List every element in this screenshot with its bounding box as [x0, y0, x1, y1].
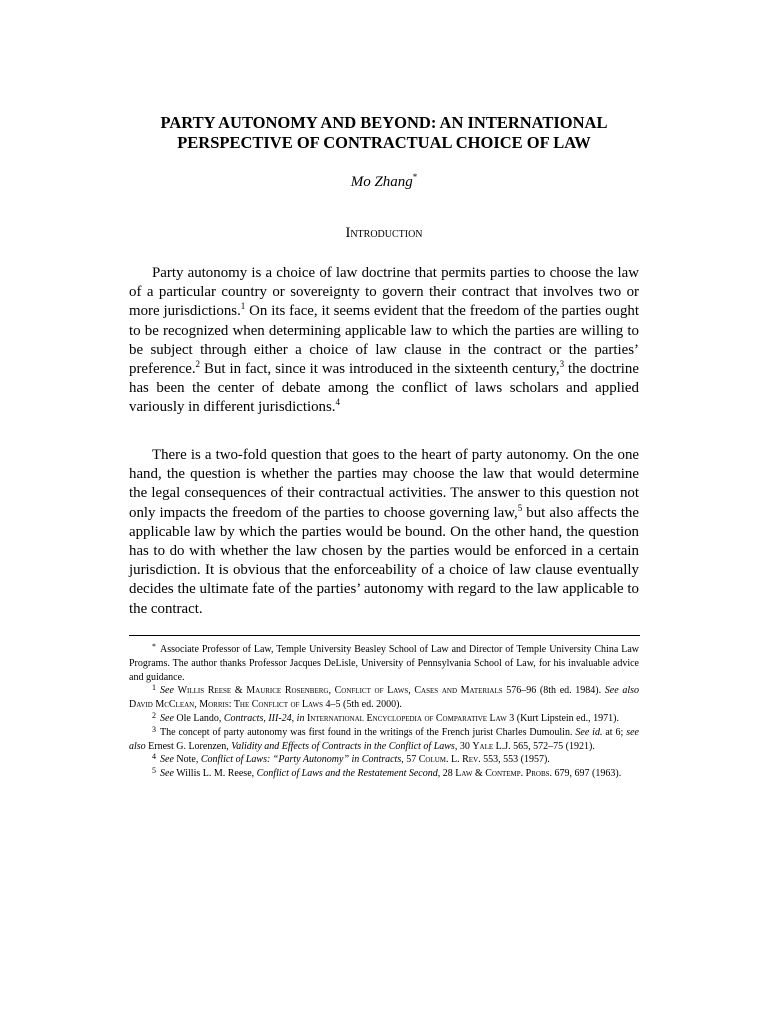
footnote-ref-2: 2	[195, 359, 201, 370]
footnote-ref-3: 3	[559, 359, 565, 370]
citation-text: at 6;	[602, 726, 627, 738]
footnote-mark: 1	[152, 683, 156, 693]
citation-title: Contracts, III-24	[223, 712, 292, 724]
citation-text: ,	[291, 712, 297, 724]
signal-see-also: see also	[129, 726, 639, 752]
citation-pages: 553, 553 (1957).	[480, 754, 550, 766]
signal-in: in	[296, 712, 305, 724]
footnote-1	[129, 684, 639, 712]
footnote-ref-4: 4	[335, 397, 341, 408]
footnote-5	[129, 767, 639, 781]
footnote-ref-5: 5	[517, 502, 523, 513]
footnote-3	[129, 726, 639, 754]
footnote-ref-1: 1	[240, 301, 246, 312]
title-line-2: PERSPECTIVE OF CONTRACTUAL CHOICE OF LAW	[177, 133, 591, 152]
citation-title: Willis Reese & Maurice Rosenberg, Conflict of Laws, Cases and Materials	[177, 685, 503, 697]
citation-text: , 28	[437, 768, 456, 780]
p2-sentence-1: There is a two-fold question that goes to the heart of party autonomy. On the one hand, the question is whether the parties may choose the law that would determine the legal consequences of their contractual activities. The answer to this question not only impacts the freedom of the parties to choose governing law,	[129, 447, 639, 521]
citation-source: International Encyclopedia of Comparative Law	[306, 712, 507, 724]
footnote-4	[129, 753, 639, 767]
citation-pages: 4–5 (5th ed. 2000).	[323, 699, 402, 711]
citation-author: Willis L. M. Reese,	[173, 768, 257, 780]
signal-see: See	[160, 768, 174, 780]
footnote-mark: 4	[152, 752, 156, 762]
footnote-mark: *	[152, 642, 156, 651]
p1-sentence-1: Party autonomy is a choice of law doctrine that permits parties to choose the law of a particular country or sovereignty to govern their contract that involves two or more jurisdictions.	[129, 265, 639, 320]
citation-pages: 565, 572–75 (1921).	[510, 740, 595, 752]
signal-see-also: See also	[604, 685, 640, 697]
footnote-star	[129, 643, 639, 684]
citation-title: David McClean, Morris: The Conflict of Laws	[129, 699, 324, 711]
section-heading: Introduction	[345, 225, 423, 241]
footnote-text: The concept of party autonomy was first found in the writings of the French jurist Charles Dumoulin.	[160, 726, 576, 738]
author-byline	[0, 172, 768, 192]
footnote-2	[129, 712, 639, 726]
signal-see: See	[160, 685, 174, 697]
citation-author: Ernest G. Lorenzen,	[145, 740, 232, 752]
citation-text: , 57	[401, 754, 419, 766]
footnote-mark: 3	[152, 724, 156, 734]
title-line-1: PARTY AUTONOMY AND BEYOND: AN INTERNATIONAL	[160, 113, 608, 132]
p2-sentence-2: but also affects the applicable law by which the parties would be bound. On the other hand, the question has to do with whether the law chosen by the parties would be enforced in a certain jurisdiction. It is obvious that the enforceability of a choice of law clause eventually decides the ultimate fate of the parties’ autonomy with regard to the law applicable to the contract.	[129, 504, 639, 617]
paragraph-1	[129, 264, 639, 418]
citation-title: Conflict of Laws: “Party Autonomy” in Contracts	[200, 754, 402, 766]
signal-see-id: See id.	[575, 726, 603, 738]
article-title	[110, 113, 658, 153]
footnotes	[129, 643, 639, 781]
citation-pages: 679, 697 (1963).	[552, 768, 622, 780]
footnote-mark: 2	[152, 710, 156, 720]
author-footnote-mark: *	[412, 172, 418, 182]
citation-source: Colum. L. Rev.	[418, 754, 481, 766]
citation-pages: 3 (Kurt Lipstein ed., 1971).	[506, 712, 619, 724]
citation-pages: 576–96 (8th ed. 1984).	[502, 685, 605, 697]
signal-see: See	[160, 712, 174, 724]
citation-title: Validity and Effects of Contracts in the Conflict of Laws	[231, 740, 455, 752]
footnote-mark: 5	[152, 766, 156, 776]
signal-see: See	[160, 754, 174, 766]
footnote-divider	[129, 635, 640, 636]
citation-author: Note,	[173, 754, 201, 766]
citation-author: Ole Lando,	[173, 712, 224, 724]
citation-source: Law & Contemp. Probs.	[455, 768, 553, 780]
p1-sentence-3: But in fact, since it was introduced in the sixteenth century,	[200, 361, 560, 378]
citation-source: Yale L.J.	[472, 740, 511, 752]
citation-title: Conflict of Laws and the Restatement Second	[256, 768, 438, 780]
citation-text: , 30	[454, 740, 473, 752]
p1-sentence-2: On its face, it seems evident that the freedom of the parties ought to be recognized when determining applicable law to which the parties are willing to be subject through either a choice of law clause in the contract or the parties’ preference.	[129, 303, 639, 378]
p1-sentence-4: the doctrine has been the center of debate among the conflict of laws scholars and applied variously in different jurisdictions.	[129, 361, 639, 416]
paragraph-2	[129, 446, 639, 619]
footnote-text: Associate Professor of Law, Temple University Beasley School of Law and Director of Temple University China Law Programs. The author thanks Professor Jacques DeLisle, University of Pennsylvania School of Law, for his invaluable advice and guidance.	[129, 644, 639, 683]
author-name: Mo Zhang	[350, 174, 413, 190]
